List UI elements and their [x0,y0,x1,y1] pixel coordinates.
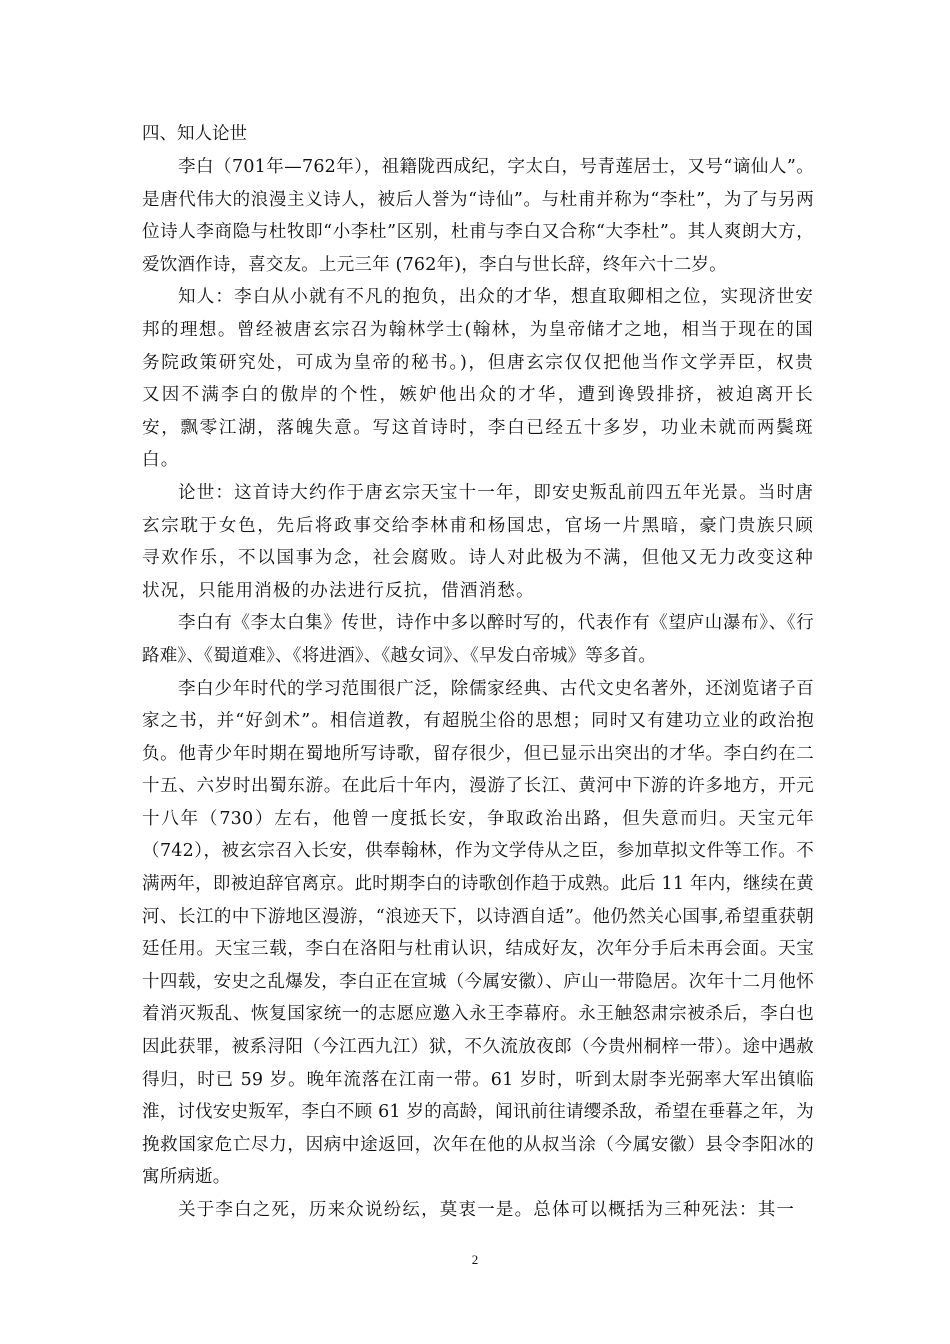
page-number: 2 [471,1252,479,1267]
paragraph-life: 李白少年时代的学习范围很广泛，除儒家经典、古代文史名著外，还浏览诸子百家之书，并“好剑术”。相信道教，有超脱尘俗的思想；同时又有建功立业的政治抱负。他青少年时期在蜀地所写诗歌，留存很少，但已显示出突出的才华。李白约在二十五、六岁时出蜀东游。在此后十年内，漫游了长江、黄河中下游的许多地方，开元十八年（730）左右，他曾一度抵长安，争取政治出路，但失意而归。天宝元年（742），被玄宗召入长安，供奉翰林，作为文学侍从之臣，参加草拟文件等工作。不满两年，即被迫辞官离京。此时期李白的诗歌创作趋于成熟。此后 11 年内，继续在黄河、长江的中下游地区漫游，“浪迹天下，以诗酒自适”。他仍然关心国事,希望重获朝廷任用。天宝三载，李白在洛阳与杜甫认识，结成好友，次年分手后未再会面。天宝十四载，安史之乱爆发，李白正在宣城（今属安徽）、庐山一带隐居。次年十二月他怀着消灭叛乱、恢复国家统一的志愿应邀入永王李幕府。永王触怒肃宗被杀后，李白也因此获罪，被系浔阳（今江西九江）狱，不久流放夜郎（今贵州桐梓一带）。途中遇赦得归，时已 59 岁。晚年流落在江南一带。61 岁时，听到太尉李光弼率大军出镇临淮，讨伐安史叛军，李白不顾 61 岁的高龄，闻讯前往请缨杀敌，希望在垂暮之年，为挽救国家危亡尽力，因病中途返回，次年在他的从叔当涂（今属安徽）县令李阳冰的寓所病逝。 [142,678,814,1188]
paragraph-death: 关于李白之死，历来众说纷纭，莫衷一是。总体可以概括为三种死法：其一 [178,1200,796,1220]
paragraph-zhiren: 知人：李白从小就有不凡的抱负，出众的才华，想直取卿相之位，实现济世安邦的理想。曾经被唐玄宗召为翰林学士(翰林，为皇帝储才之地，相当于现在的国务院政策研究处，可成为皇帝的秘书。)，但唐玄宗仅仅把他当作文学弄臣，权贵又因不满李白的傲岸的个性，嫉妒他出众的才华，遭到谗毁排挤，被迫离开长安，飘零江湖，落魄失意。写这首诗时，李白已经五十多岁，功业未就而两鬓斑白。 [142,287,814,471]
section-heading: 四、知人论世 [142,124,247,144]
paragraph-works: 李白有《李太白集》传世，诗作中多以醉时写的，代表作有《望庐山瀑布》、《行路难》、《蜀道难》、《将进酒》、《越女词》、《早发白帝城》等多首。 [142,613,814,666]
paragraph-lunshi: 论世：这首诗大约作于唐玄宗天宝十一年，即安史叛乱前四五年光景。当时唐玄宗耽于女色，先后将政事交给李林甫和杨国忠，官场一片黑暗，豪门贵族只顾寻欢作乐，不以国事为念，社会腐败。诗人对此极为不满，但他又无力改变这种状况，只能用消极的办法进行反抗，借酒消愁。 [142,482,814,601]
paragraph-biography: 李白（701年—762年），祖籍陇西成纪，字太白，号青莲居士，又号“谪仙人”。是唐代伟大的浪漫主义诗人，被后人誉为“诗仙”。与杜甫并称为“李杜”，为了与另两位诗人李商隐与杜牧即“小李杜”区别，杜甫与李白又合称“大李杜”。其人爽朗大方，爱饮酒作诗，喜交友。上元三年 (762年)，李白与世长辞，终年六十二岁。 [142,157,814,275]
document-body [142,118,814,1227]
